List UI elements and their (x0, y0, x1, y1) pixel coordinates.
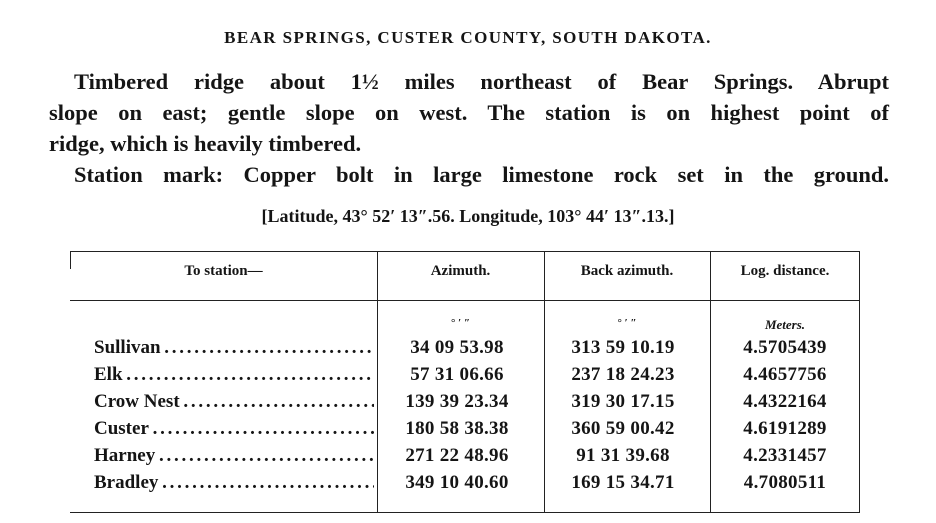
log-distance-value: 4.6191289 (743, 418, 827, 439)
back-azimuth-value: 319 30 17.15 (571, 391, 675, 412)
back-azimuth-value: 237 18 24.23 (571, 364, 675, 385)
description-line-1: Timbered ridge about 1½ miles northeast of Bear Springs. Abrupt (74, 69, 889, 94)
azimuth-value: 180 58 38.38 (405, 418, 509, 439)
station-description (49, 66, 889, 190)
azimuth-value: 349 10 40.60 (405, 472, 509, 493)
station-name: Custer . . . (94, 418, 374, 440)
log-distance-value: 4.4322164 (743, 391, 827, 412)
header-azimuth: Azimuth. (430, 263, 491, 279)
table-bottom-rule (70, 512, 860, 513)
page-title: BEAR SPRINGS, CUSTER COUNTY, SOUTH DAKOTA. (224, 28, 712, 47)
table-top-rule (70, 251, 860, 252)
table-row (70, 472, 860, 498)
log-distance-value: 4.2331457 (743, 445, 827, 466)
header-back-azimuth: Back azimuth. (580, 263, 674, 279)
table-row (70, 391, 860, 417)
table-row (70, 337, 860, 363)
azimuth-value: 57 31 06.66 (410, 364, 504, 385)
back-azimuth-value: 360 59 00.42 (571, 418, 675, 439)
table-row (70, 418, 860, 444)
log-distance-value: 4.7080511 (743, 472, 827, 493)
back-azimuth-value: 169 15 34.71 (571, 472, 675, 493)
coordinates: [Latitude, 43° 52′ 13″.56. Longitude, 103° 44′ 13″.13.] (261, 206, 675, 226)
back-azimuth-value: 313 59 10.19 (571, 337, 675, 358)
station-name: Elk . . . (94, 364, 374, 386)
azimuth-value: 34 09 53.98 (410, 337, 504, 358)
unit-azimuth: ° ′ ″ (450, 317, 471, 329)
header-to-station: To station— (184, 263, 263, 279)
table-row (70, 364, 860, 390)
table-header-rule (70, 300, 860, 301)
log-distance-value: 4.4657756 (743, 364, 827, 385)
station-name: Sullivan . . . (94, 337, 374, 359)
station-name: Harney . . . (94, 445, 374, 467)
azimuth-value: 271 22 48.96 (405, 445, 509, 466)
header-log-distance: Log. distance. (740, 263, 830, 279)
description-line-3: ridge, which is heavily timbered. (49, 131, 362, 156)
table-row (70, 445, 860, 471)
unit-back-azimuth: ° ′ ″ (617, 317, 637, 329)
back-azimuth-value: 91 31 39.68 (576, 445, 670, 466)
description-line-2: slope on east; gentle slope on west. The station is on highest point of (49, 100, 889, 125)
azimuth-value: 139 39 23.34 (405, 391, 509, 412)
unit-log-distance: Meters. (764, 317, 806, 332)
log-distance-value: 4.5705439 (743, 337, 827, 358)
azimuth-table (70, 251, 860, 513)
station-name: Bradley . . . (94, 472, 374, 494)
station-mark: Station mark: Copper bolt in large limestone rock set in the ground. (74, 162, 889, 187)
station-name: Crow Nest . . . (94, 391, 374, 413)
